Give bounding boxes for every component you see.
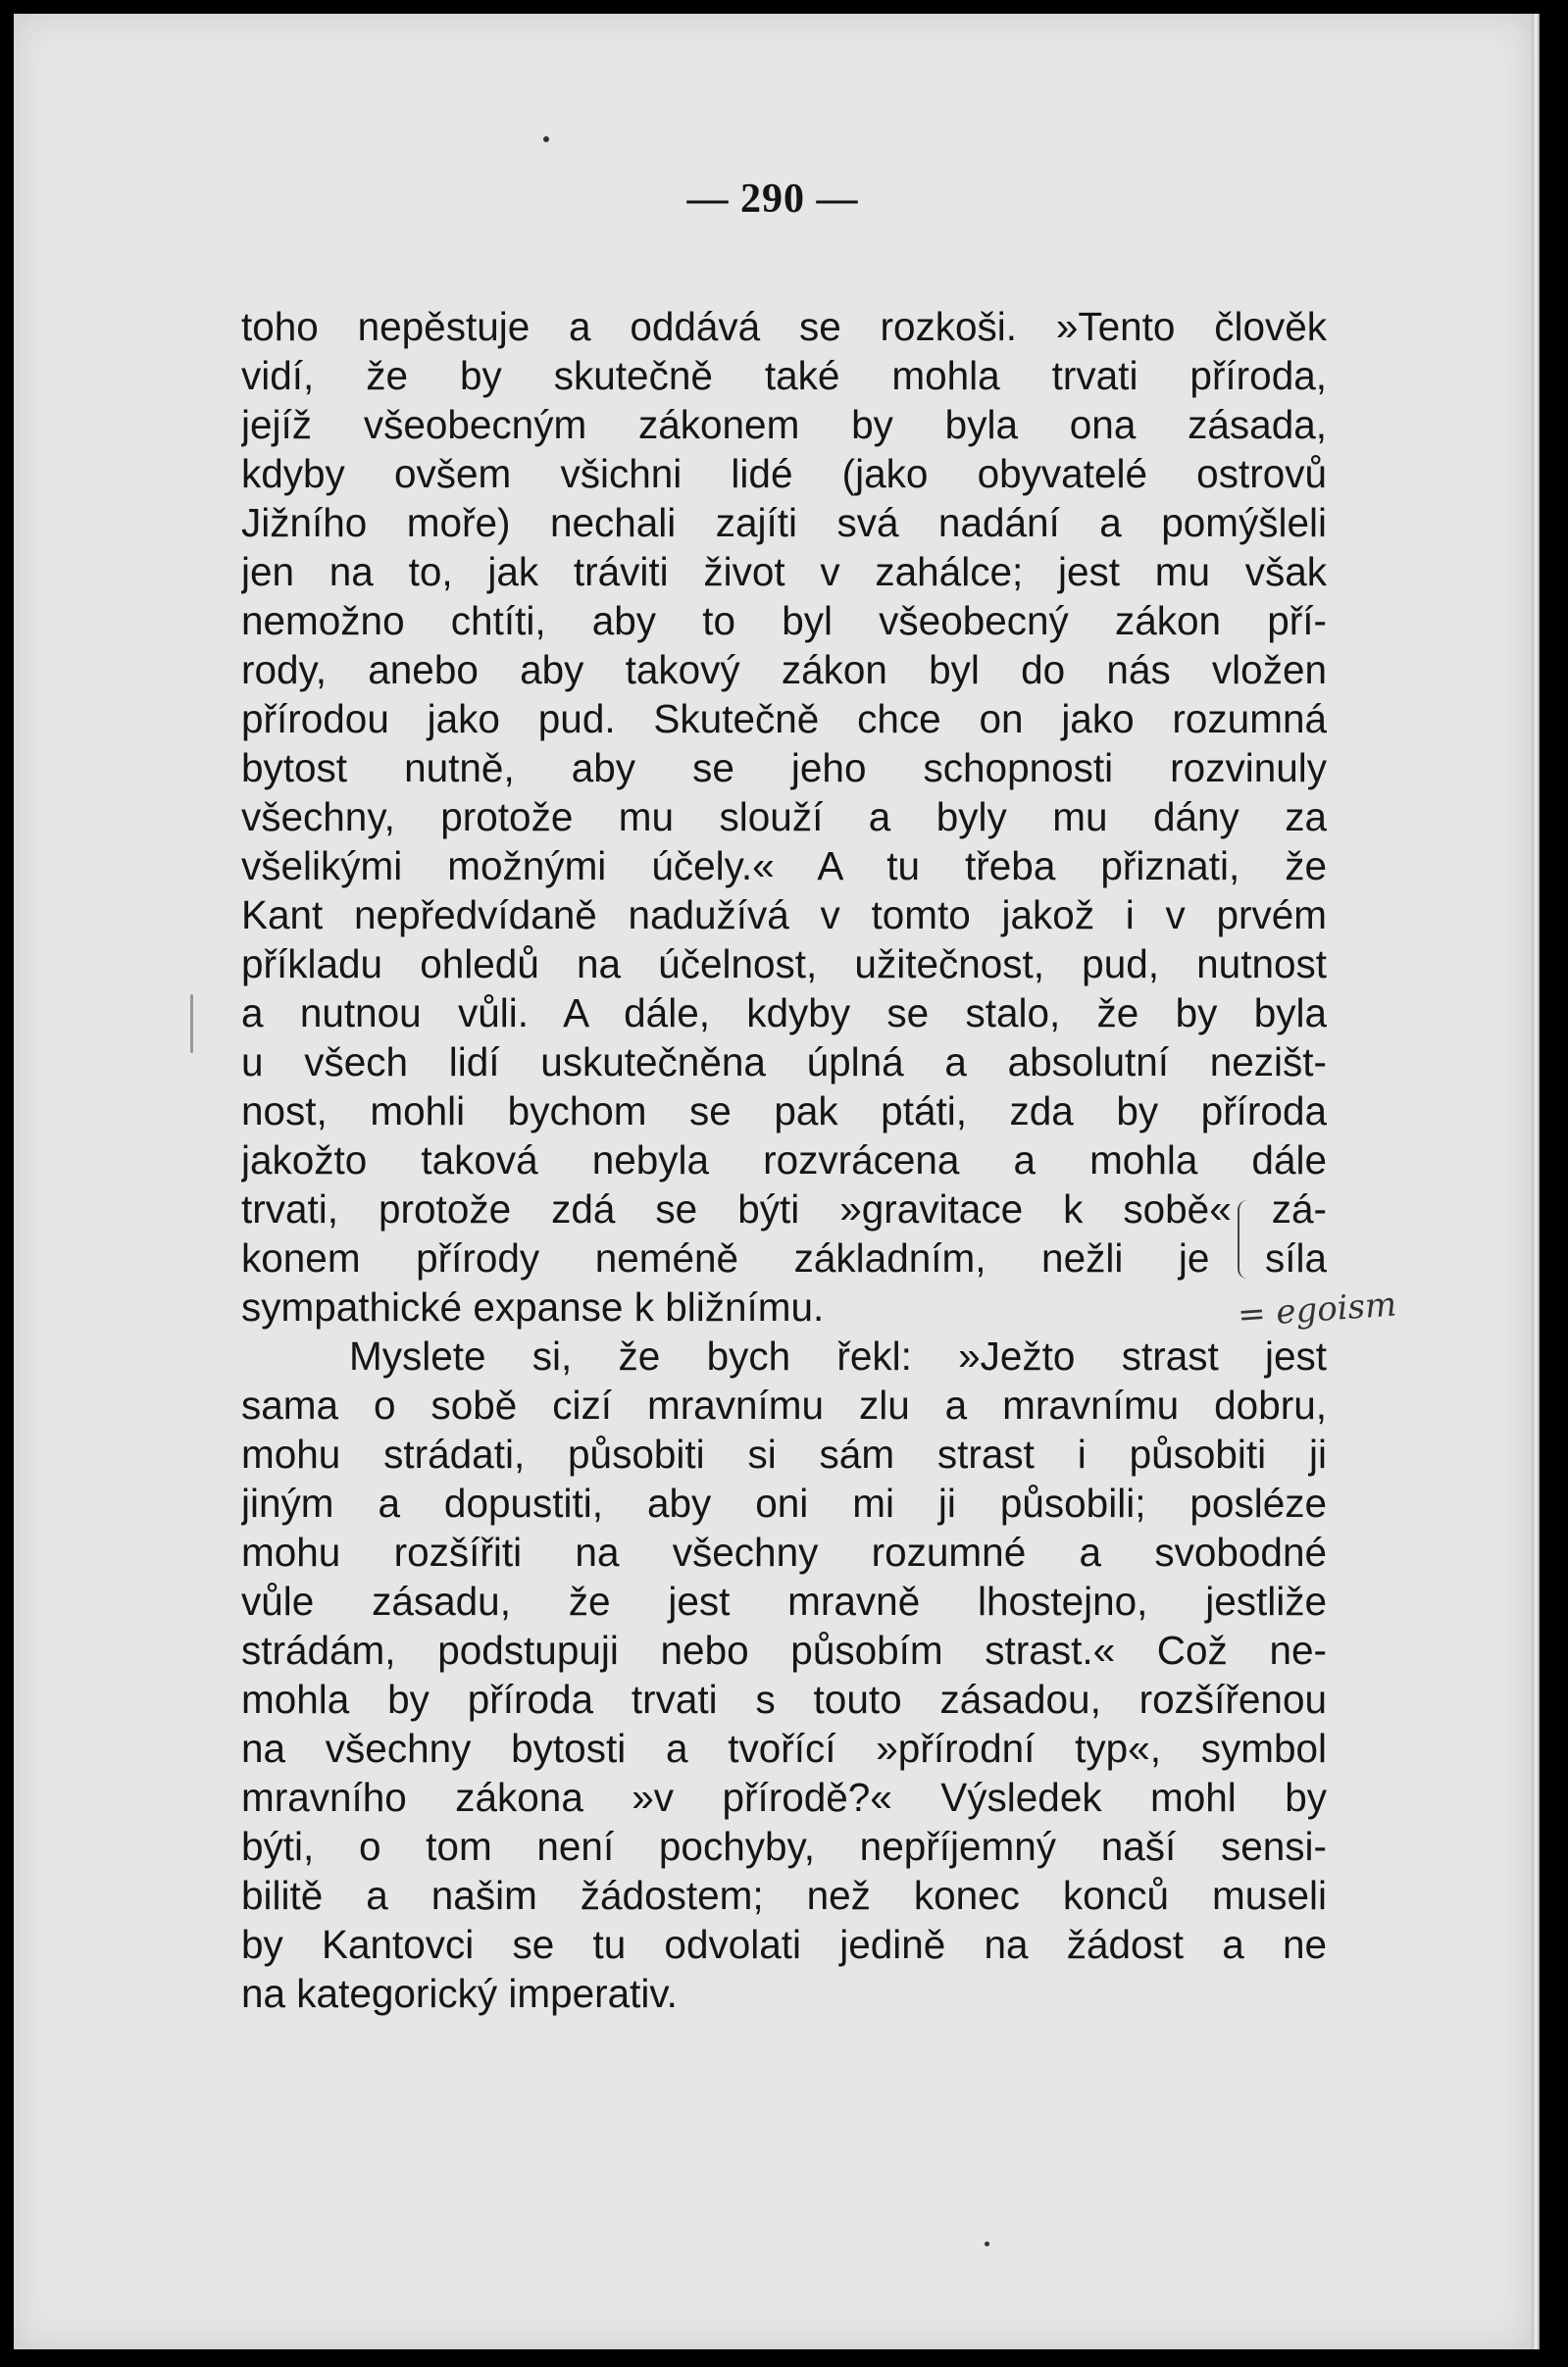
text-line: příkladu ohledů na účelnost, užitečnost, pud, nutnost [241,941,1327,986]
text-line: na kategorický imperativ. [241,1971,678,2016]
text-line: trvati, protože zdá se býti »gravitace k sobě« zá- [241,1186,1327,1232]
text-line: rody, anebo aby takový zákon byl do nás vložen [241,647,1327,692]
ink-speck [190,994,193,1053]
text-line: jakožto taková nebyla rozvrácena a mohla dále [241,1137,1327,1183]
text-line: toho nepěstuje a oddává se rozkoši. »Tento člověk [241,304,1327,349]
text-line: mravního zákona »v přírodě?« Výsledek mohl by [241,1775,1327,1820]
text-line: by Kantovci se tu odvolati jedině na žádost a ne [241,1922,1327,1967]
ink-speck [985,2241,989,2246]
text-line: sama o sobě cizí mravnímu zlu a mravnímu dobru, [241,1383,1327,1428]
margin-bracket [1238,1200,1253,1279]
text-line: vůle zásadu, že jest mravně lhostejno, jestliže [241,1579,1327,1624]
text-line: mohla by příroda trvati s touto zásadou, rozšířenou [241,1677,1327,1722]
body-text [241,302,1327,2018]
text-line: konem přírody neméně základním, nežli je síla [241,1235,1327,1281]
text-line: jen na to, jak tráviti život v zahálce; jest mu však [241,549,1327,594]
page-edge [1532,14,1540,2349]
text-line: kdyby ovšem všichni lidé (jako obyvatelé ostrovů [241,451,1327,496]
text-line: Kant nepředvídaně nadužívá v tomto jakož i v prvém [241,892,1327,937]
text-line: mohu rozšířiti na všechny rozumné a svobodné [241,1530,1327,1575]
text-line: Myslete si, že bych řekl: »Ježto strast jest [349,1334,1327,1379]
text-line: jiným a dopustiti, aby oni mi ji působili; posléze [241,1481,1327,1526]
handwritten-marginal-note: = egoism [1236,1284,1398,1335]
text-line: nemožno chtíti, aby to byl všeobecný zákon pří- [241,598,1327,643]
text-line: bytost nutně, aby se jeho schopnosti rozvinuly [241,745,1327,790]
book-page [14,14,1532,2349]
text-line: všelikými možnými účely.« A tu třeba přiznati, že [241,843,1327,888]
text-line: strádám, podstupuji nebo působím strast.« Což ne- [241,1628,1327,1673]
text-line: na všechny bytosti a tvořící »přírodní typ«, symbol [241,1726,1327,1771]
text-line: sympathické expanse k bližnímu. [241,1284,825,1330]
text-line: vidí, že by skutečně také mohla trvati příroda, [241,353,1327,398]
text-line: Jižního moře) nechali zajíti svá nadání a pomýšleli [241,500,1327,545]
text-line: jejíž všeobecným zákonem by byla ona zásada, [241,402,1327,447]
text-line: všechny, protože mu slouží a byly mu dány za [241,794,1327,839]
page-number: — 290 — [686,176,859,222]
text-line: bilitě a našim žádostem; než konec konců museli [241,1873,1327,1918]
ink-speck [543,136,549,142]
text-line: u všech lidí uskutečněna úplná a absolutní nezišt- [241,1039,1327,1084]
text-line: mohu strádati, působiti si sám strast i působiti ji [241,1432,1327,1477]
text-line: a nutnou vůli. A dále, kdyby se stalo, že by byla [241,990,1327,1035]
text-line: nost, mohli bychom se pak ptáti, zda by příroda [241,1088,1327,1133]
text-line: býti, o tom není pochyby, nepříjemný naší sensi- [241,1824,1327,1869]
text-line: přírodou jako pud. Skutečně chce on jako rozumná [241,696,1327,741]
